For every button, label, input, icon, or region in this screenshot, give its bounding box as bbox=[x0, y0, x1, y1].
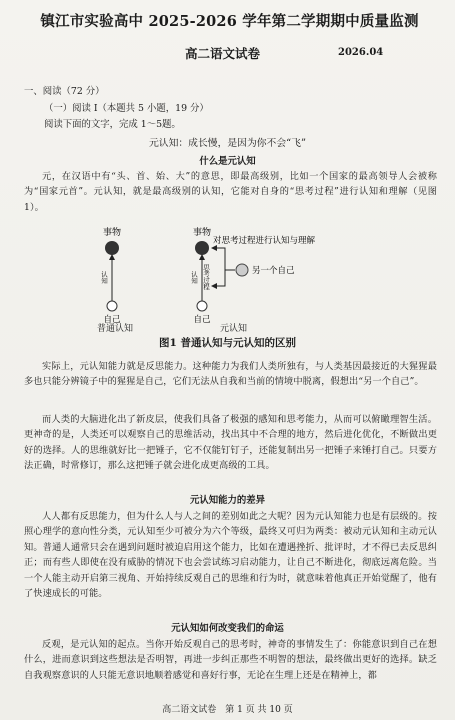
other-self-label: 另一个自己 bbox=[252, 266, 295, 276]
right-object-circle bbox=[195, 241, 209, 255]
right-self-circle bbox=[197, 301, 207, 311]
left-figure-label: 普通认知 bbox=[97, 324, 134, 334]
paragraph-4: 人人都有反思能力，但为什么人与人之间的差别如此之大呢？因为元认知能力也是有层级的。按照心理学的意向性分类，元认知至少可被分为六个等级，最终又可归为两类：被动元认知和主动元认知。普通人通常只会在遇到问题时被迫启用这个能力，比如在遭遇挫折、批评时，才不得已去反思纠正；而有些人即使在没有威胁的情况下也会尝试练习启动能力，让自己不断进化，彻底远离危险。当一个人能主动开启第三视角、开始持续反观自己的思维和行为时，就意味着他真正开始觉醒了，他有了快速成长的可能。 bbox=[24, 511, 437, 600]
section-title: 一、阅读（72 分） bbox=[24, 86, 105, 97]
subject-title: 高二语文试卷 bbox=[185, 46, 261, 61]
meta-bracket-top bbox=[214, 248, 235, 270]
left-top-label: 事物 bbox=[102, 228, 122, 238]
left-self-label: 自己 bbox=[103, 315, 121, 325]
left-object-circle bbox=[105, 241, 119, 255]
exam-header bbox=[22, 10, 437, 31]
figure-caption: 图1 普通认知与元认知的区别 bbox=[159, 337, 296, 349]
heading-change-destiny: 元认知如何改变我们的命运 bbox=[171, 623, 284, 634]
section-instruction: 阅读下面的文字，完成 1～5题。 bbox=[44, 119, 181, 130]
exam-date: 2026.04 bbox=[338, 47, 384, 58]
meta-bracket-bottom bbox=[214, 270, 225, 286]
paragraph-2: 实际上，元认知能力就是反思能力。这种能力为我们人类所独有，与人类基因最接近的大猩猩最多也只能分辨镜子中的猩猩是自己，它们无法从自我和当前的情境中脱离，假想出“另一个自己”。 bbox=[24, 361, 437, 388]
left-arrow-label: 认知 bbox=[100, 271, 108, 284]
right-arrow-label-a: 认知 bbox=[190, 271, 198, 284]
page-footer: 高二语文试卷 第 1 页 共 10 页 bbox=[162, 705, 293, 715]
heading-what-is: 什么是元认知 bbox=[199, 156, 256, 167]
exam-title: 镇江市实验高中 2025-2026 学年第二学期期中质量监测 bbox=[40, 13, 419, 30]
right-arrow-label-b: 思考过程 bbox=[202, 264, 210, 290]
paragraph-5: 反观，是元认知的起点。当你开始反观自己的思考时，神奇的事情发生了：你能意识到自己在想什么，进而意识到这些想法是否明智，再进一步纠正那些不明智的想法，最终做出更好的选择。缺乏自我观察意识的人只能无意识地顺着感觉和喜好行事，无论在生理上还是在精神上，都 bbox=[24, 639, 437, 681]
section-subtitle: （一）阅读 I（本题共 5 小题，19 分） bbox=[44, 103, 209, 114]
right-self-label: 自己 bbox=[193, 315, 211, 325]
heading-differences: 元认知能力的差异 bbox=[189, 495, 265, 506]
other-self-circle bbox=[236, 264, 248, 276]
right-top-label: 事物 bbox=[192, 228, 212, 238]
left-self-circle bbox=[107, 301, 117, 311]
figure-diagram bbox=[90, 226, 380, 326]
meta-note-label: 对思考过程进行认知与理解 bbox=[213, 236, 316, 246]
right-figure-label: 元认知 bbox=[220, 324, 248, 334]
paragraph-3: 而人类的大脑进化出了新皮层，使我们具备了极强的感知和思考能力，从而可以俯瞰理智生活。更神奇的是，人类还可以观察自己的思维活动，找出其中不合理的地方，然后进化优化，不断做出更好的选择。人的思维就好比一把锤子，它不仅能钉钉子，还能复制出另一把锤子来锤打自己。只要方法正确，时常修订，那么这把锤子就会进化成更高级的工具。 bbox=[24, 414, 437, 472]
article-title: 元认知：成长慢，是因为你不会“飞” bbox=[149, 138, 306, 149]
paragraph-1: 元，在汉语中有“头、首、始、大”的意思，即最高级别，比如一个国家的最高领导人会被称为“国家元首”。元认知，就是最高级别的认知，它能对自身的“思考过程”进行认知和理解（见图 1）。 bbox=[24, 171, 437, 213]
